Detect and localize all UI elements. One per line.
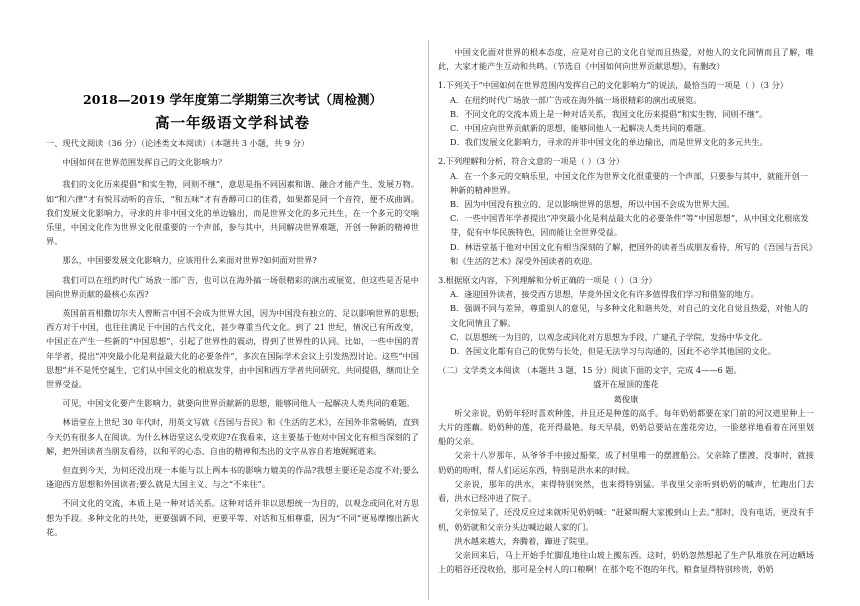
question-2-option-c: C．一些中国青年学者提出“冲突最小化是利益最大化的必要条件”等“中国思想”，从中国文化根底发芽，促有中华民族特色，因而能让全世界受益。: [450, 213, 809, 238]
question-3-stem: 3.根据原文内容，下列理解和分析正确的一项是（ ）（3 分）: [438, 275, 657, 286]
question-2-stem: 2.下列理解和分析，符合文意的一项是（ ）（3 分）: [438, 156, 625, 167]
section2-heading: （二）文学类文本阅读 （本题共 3 题，15 分）阅读下面的文字，完成 4——6 题。: [438, 365, 742, 376]
story-paragraph: 父亲回来后，马上开始手忙脚乱地往山坡上搬东西。这时，奶奶忽然想起了生产队堆放在河边晒场上的稻谷还没收拾，那可是全村人的口粮啊！在那个吃不饱的年代，粮食显得特别珍贵，奶奶: [438, 549, 814, 575]
essay-paragraph: 不同文化的交流，本质上是一种对话关系。这种对话并非以思想统一为目的，以观念或同化对方思想为手段。多种文化的共处，更要强调不同，更要平等、对话和互相尊重，因为“不同”更易摩擦出新火花。: [46, 498, 419, 537]
essay-paragraph: 英国前首相撒切尔夫人曾断言中国不会成为世界大国，因为中国没有独立的、足以影响世界的思想;西方对于中国，也往往满足于中国的古代文化，甚少尊重当代文化。到了 21 世纪，情况已有所改变，中国正在产生一些新的“中国思想”，引起了世界性的震动，得到了世界性的认同。比如，一些中国的青年学者，提出“冲突最小化是利益最大化的必要条件”，多次在国际学术会议上引发热烈讨论。这些“中国思想”并不是凭空诞生，它们从中国文化的根底发芽，由中国和西方学者共同研究、共同提倡，继而让全世界受益。: [46, 308, 419, 390]
question-1-option-d: D．我们发展文化影响力，寻求的并非中国文化的单边输出，而是世界文化的多元共生。: [450, 137, 768, 148]
essay-paragraph: 林语堂在上世纪 30 年代时，用英文写就《吾国与吾民》和《生活的艺术》，在国外非常畅销，直到今天仍有很多人在阅读。为什么林语堂这么受欢迎?在我看来，这主要基于他对中国文化有相当深刻的了解，把外国读者当朋友看待，以和平的心态、自由的精神和杰出的文字从容自若地娓娓道来。: [46, 417, 419, 456]
question-1-stem: 1.下列关于“中国如何在世界范围内发挥自己的文化影响力”的说法，最恰当的一项是（ ）（3 分）: [438, 80, 788, 91]
essay-paragraph: 但直到今天，为何还没出现一本能与以上两本书的影响力媲美的作品?我想主要还是态度不对;要么逢迎西方思想和外国读者;要么就是大国主义、与之“不来往”。: [46, 465, 419, 490]
question-3-option-d: D．各国文化都有自己的优势与长处，但是无法学习与沟通的，因此不必学其他国的文化。: [450, 346, 776, 357]
column-divider: [428, 40, 429, 600]
essay-paragraph: 我们可以在纽约时代广场放一部广告，也可以在海外搞一场很精彩的演出或展览，但这些是否是中国向世界贡献的最核心东西?: [46, 274, 419, 299]
question-3-option-a: A．逢迎国外读者，接受西方思想，毕竟外国文化有许多值得我们学习和借鉴的地方。: [450, 289, 759, 300]
story-paragraph: 父亲说，那年的洪水，来得特别突然，也来得特别猛。半夜里父亲听到奶奶的喊声，忙跑出门去看，洪水已经冲进了院子。: [438, 478, 814, 504]
essay-title: 中国如何在世界范围发挥自己的文化影响力？: [62, 157, 227, 168]
story-paragraph: 洪水越来越大，奔腾着，蹿进了院里。: [454, 535, 594, 546]
question-2-option-a: A．在一个多元的交响乐里，中国文化作为世界文化很重要的一个声部，只要参与其中，就能开创一种新的精神世界。: [450, 170, 808, 195]
left-column: [46, 136, 419, 539]
question-1-option-a: A．在纽约时代广场放一部广告或在海外搞一场很精彩的演出或展览。: [450, 94, 702, 105]
subject-title: 高一年级语文学科试卷: [155, 115, 310, 132]
essay-paragraph: 可见，中国文化要产生影响力，就要向世界贡献新的思想，能够同他人一起解决人类共同的难题。: [62, 398, 415, 409]
question-1-option-c: C．中国应向世界贡献新的思想，能够同他人一起解决人类共同的难题。: [450, 123, 711, 134]
exam-title: 2018—2019 学年度第二学期第三次考试（周检测）: [83, 92, 382, 107]
question-3-option-b: B．强调不同与差异，尊重别人的意见，与多种文化和谐共处，对自己的文化自觉且热爱，对他人的文化同情且了解。: [450, 303, 809, 328]
story-author: 葛俊康: [613, 393, 639, 404]
story-title: 盛开在屋顶的莲花: [593, 379, 659, 390]
question-2-option-b: B．因为中国没有独立的、足以影响世界的思想，所以中国不会成为世界大国。: [450, 199, 735, 210]
story-paragraph: 听父亲说，奶奶年轻时喜欢种莲，并且还是种莲的高手。每年奶奶都要在家门前的河汉道里种上一大片的莲藕。奶奶种的莲，花开得最艳。每天早晨，奶奶总要站在莲花旁边，一脸慈祥地看着在河里划船的父亲。: [438, 407, 814, 447]
question-1-option-b: B．不同文化的交流本质上是一种对话关系，我国文化历来提倡“和实生物，同则不继”。: [450, 108, 768, 119]
story-paragraph: 父亲惊呆了，还没反应过来就听见奶奶喊：“赶紧叫醒大家搬到山上去。”那时，没有电话，更没有手机，奶奶就和父亲分头边喊边敲人家的门。: [438, 507, 814, 532]
essay-paragraph: 那么，中国要发展文化影响力，应该用什么来面对世界?如何面对世界?: [62, 255, 317, 266]
section1-heading: 一、现代文阅读（36 分）（论述类文本阅读）（本题共 3 小题，共 9 分）: [46, 138, 310, 148]
story-paragraph: 父亲十八岁那年，从爷爷手中接过船桨，成了村里唯一的摆渡船公。父亲除了摆渡，没事时，就接奶奶的吩咐，帮人们运运东西，特别是洪水来的时候。: [438, 450, 814, 475]
question-3-option-c: C．以思想统一为目的，以观念或同化对方思想为手段，广建孔子学院，发扬中华文化。: [450, 331, 768, 342]
right-column: [438, 45, 814, 576]
question-2-option-d: D．林语堂基于他对中国文化有相当深刻的了解，把国外的读者当成朋友看待，所写的《吾国与吾民》和《生活的艺术》深受外国读者的欢迎。: [450, 241, 813, 266]
essay-paragraph: 中国文化面对世界的根本态度，应是对自己的文化自觉而且热爱，对他人的文化同情而且了解，唯此，大家才能产生互动和共鸣。（节选自《中国如何向世界贡献思想》，有删改）: [438, 47, 814, 72]
essay-paragraph: 我们的文化历来提倡“和实生物，同则不继”，意思是指不同因素和谐、融合才能产生、发展万物。如“和六律”才有悦耳动听的音乐，“和五味”才有香醇可口的佳肴，如果都是同一个音符，便不成曲调。我们发展文化影响力，寻求的并非中国文化的单边输出，而是世界文化的多元共生，在一个多元的交响乐里，中国文化作为世界文化很重要的一个声部，参与其中，共同解决世界难题，开创一种新的精神世界。: [46, 179, 419, 247]
